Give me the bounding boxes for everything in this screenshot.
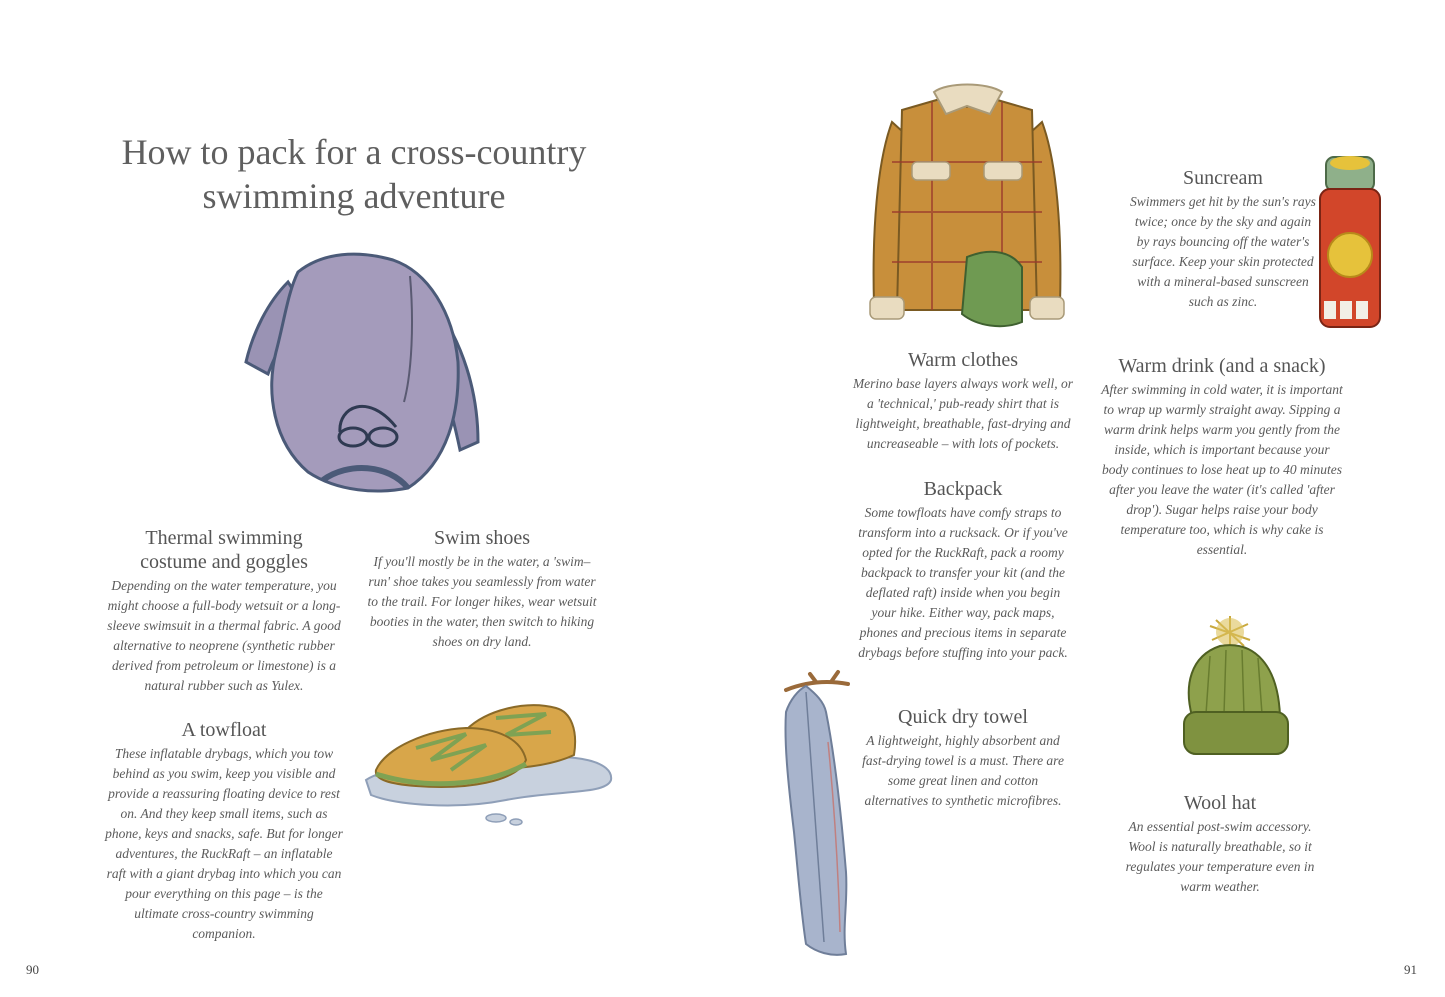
towfloat-body: These inflatable drybags, which you tow behind as you swim, keep you visible and provide a reassuring floating device to rest on. And they keep small items, such as phone, keys and snacks, safe. But for longer adventures, the RuckRaft – an inflatable raft with a giant drybag into which you can pour everything on this page – is the ultimate cross-country swimming companion. (105, 746, 343, 941)
bottle-label-right (1356, 301, 1368, 319)
bottle-label-middle (1340, 301, 1352, 319)
page-title (80, 130, 628, 218)
thermal-heading-line-1: Thermal swimming (145, 527, 303, 549)
warm-drink-heading: Warm drink (and a snack) (1118, 355, 1326, 377)
towel-heading: Quick dry towel (898, 706, 1028, 728)
section-warm-clothes (850, 348, 1076, 454)
wool-hat-body: An essential post-swim accessory. Wool is naturally breathable, so it regulates your temperature even in warm weather. (1125, 819, 1315, 894)
section-suncream (1128, 166, 1318, 312)
hat-brim (1184, 712, 1288, 754)
suncream-heading: Suncream (1183, 167, 1263, 189)
section-backpack (856, 477, 1070, 663)
bottle-label-spf (1324, 301, 1336, 319)
jacket-left-pocket (912, 162, 950, 180)
swim-shoes-illustration (356, 690, 618, 835)
section-towfloat (105, 718, 343, 944)
page-title-line-1: How to pack for a cross-country (121, 132, 587, 172)
wool-hat-illustration (1170, 606, 1300, 762)
bottle-cap-top (1330, 156, 1370, 170)
page-title-line-2: swimming adventure (202, 176, 506, 216)
backpack-body: Some towfloats have comfy straps to transform into a rucksack. Or if you've opted for the RuckRaft, pack a roomy backpack to transfer your kit (and the deflated raft) inside when you begin your hike. Either way, pack maps, phones and precious items in separate drybags before stuffing into your pack. (858, 505, 1068, 660)
towfloat-heading: A towfloat (181, 719, 267, 741)
page-number-left: 90 (26, 962, 39, 977)
warm-clothes-body: Merino base layers always work well, or a 'technical,' pub-ready shirt that is lightweight, breathable, fast-drying and uncreaseable – with lots of pockets. (852, 376, 1074, 451)
backpack-heading: Backpack (923, 478, 1003, 500)
wetsuit-illustration (228, 242, 488, 502)
jacket-illustration (862, 82, 1072, 330)
section-warm-drink (1100, 354, 1344, 560)
jacket-green-lining (962, 252, 1022, 326)
jacket-right-pocket (984, 162, 1022, 180)
jacket-right-cuff (1030, 297, 1064, 319)
puddle-splash-2 (510, 819, 522, 825)
wool-hat-heading: Wool hat (1183, 792, 1257, 814)
thermal-heading-line-2: costume and goggles (140, 551, 308, 573)
towel-body: A lightweight, highly absorbent and fast-drying towel is a must. There are some great linen and cotton alternatives to synthetic microfibres. (862, 733, 1064, 808)
puddle-splash-1 (486, 814, 506, 822)
warm-drink-body: After swimming in cold water, it is important to wrap up warmly straight away. Sipping a warm drink helps warm you gently from the inside, which is important because your body continues to lose heat up to 40 minutes after you leave the water (it's called 'after drop'). Sugar helps raise your body temperature too, which is why cake is essential. (1101, 382, 1343, 557)
jacket-left-cuff (870, 297, 904, 319)
sun-icon (1328, 233, 1372, 277)
suncream-bottle-illustration (1316, 155, 1384, 330)
section-swim-shoes (364, 526, 600, 652)
swim-shoes-heading: Swim shoes (433, 527, 531, 549)
section-thermal (105, 526, 343, 696)
swim-shoes-body: If you'll mostly be in the water, a 'swim–run' shoe takes you seamlessly from water to the trail. For longer hikes, wear wetsuit booties in the water, then switch to hiking shoes on dry land. (367, 554, 597, 649)
section-wool-hat (1120, 791, 1320, 897)
wetsuit-body (272, 254, 458, 491)
towel-illustration (776, 672, 856, 962)
hat-pompom (1210, 616, 1250, 648)
hat-crown (1189, 645, 1280, 716)
page-number-right: 91 (1404, 962, 1417, 977)
towel-hook-branch (786, 672, 848, 690)
thermal-body: Depending on the water temperature, you might choose a full-body wetsuit or a long-sleeve swimsuit in a thermal fabric. A good alternative to neoprene (synthetic rubber derived from petroleum or limestone) is a natural rubber such as Yulex. (107, 578, 341, 693)
section-towel (860, 705, 1066, 811)
warm-clothes-heading: Warm clothes (907, 349, 1019, 371)
suncream-body: Swimmers get hit by the sun's rays twice; once by the sky and again by rays bouncing off the water's surface. Keep your skin protected with a mineral-based sunscreen such as zinc. (1130, 194, 1316, 309)
